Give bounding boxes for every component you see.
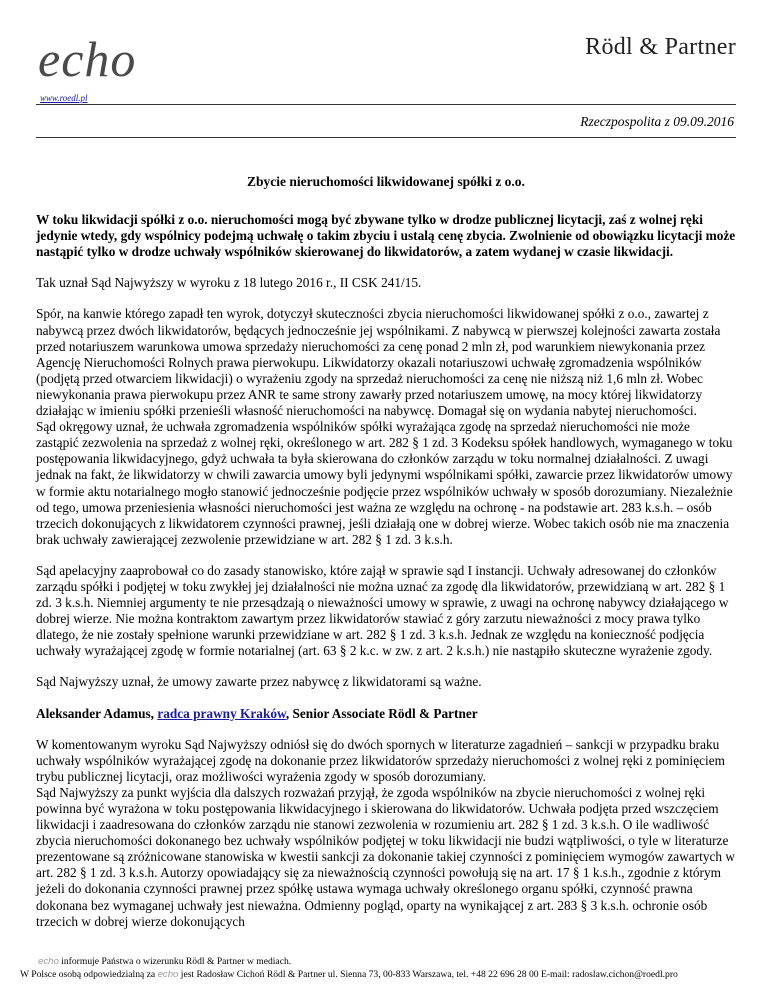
author-name: Aleksander Adamus,: [36, 705, 154, 721]
paragraph-4: Sąd apelacyjny zaaprobował co do zasady stanowisko, które zajął w sprawie sąd I instancji. Uchwały adresowanej do członków zarządu spółki i podjętej w toku zwykłej jej działalności nie można uznać za zgodę dla likwidatorów, przewidzianą w art. 282 § 1 zd. 3 k.s.h. Niemniej argumenty te nie przesądzają o nieważności umowy w sprawie, z uwagi na ochronę nabywcy działającego w dobrej wierze. Nie można kontraktom zawartym przez likwidatorów stawiać z góry zarzutu nieważności z mocy prawa tylko dlatego, że nie zostały spełnione warunki przewidziane w art. 282 § 1 zd. 3 k.s.h. Jednak ze względu na konieczność podjęcia uchwały wyrażającej zgodę w formie notarialnej (art. 63 § 2 k.c. w zw. z art. 2 k.s.h.) nie nastąpiło skuteczne wyrażenie zgody.: [36, 562, 729, 659]
paragraph-1: Tak uznał Sąd Najwyższy w wyroku z 18 lutego 2016 r., II CSK 241/15.: [36, 275, 422, 291]
article-title: Zbycie nieruchomości likwidowanej spółki z o.o.: [247, 174, 525, 189]
brand-name: Rödl & Partner: [585, 34, 736, 60]
footer-contact-text: jest Radosław Cichoń Rödl & Partner ul. Sienna 73, 00-833 Warszawa, tel. +48 22 696 28 00 E-mail: radoslaw.cichon@roedl.pro: [178, 969, 678, 980]
paragraph-7: Sąd Najwyższy za punkt wyjścia dla dalszych rozważań przyjął, że zgoda wspólników na zbycie nieruchomości z wolnej ręki powinna być wyrażona w toku postępowania likwidacyjnego i skierowana do likwidatorów. Uchwała podjęta przed wszczęciem likwidacji i zaadresowana do członków zarządu nie stanowi zezwolenia w rozumieniu art. 282 § 1 zd. 3 k.s.h. O ile wadliwość zbycia nieruchomości dokonanego bez uchwały wspólników podjętej w toku likwidacji nie budzi wątpliwości, o tyle w literaturze prezentowane są zróżnicowane stanowiska w kwestii sankcji za dokonanie takiej czynności z pominięciem wymogów zawartych w art. 282 § 1 zd. 3 k.s.h. Autorzy opowiadający się za nieważnością czynności powołują się na art. 17 § 1 k.s.h., zgodnie z którym jeżeli do dokonania czynności prawnej przez spółkę ustawa wymaga uchwały określonego organu spółki, czynność prawna dokonana bez wymaganej uchwały jest nieważna. Odmienny pogląd, oparty na wynikającej z art. 283 § 3 k.s.h. ochronie osób trzecich w dobrej wierze dokonujących: [36, 784, 735, 929]
roedl-website-link[interactable]: www.roedl.pl: [40, 93, 88, 103]
footer-line-1: [38, 955, 768, 968]
footer-echo-mark-2: echo: [157, 969, 179, 980]
paragraph-6: W komentowanym wyroku Sąd Najwyższy odniósł się do dwóch spornych w literaturze zagadnień – sankcji w przypadku braku uchwały wspólników wyrażającej zgodę na dokonanie przez likwidatorów sprzedaży nieruchomości z wolnej ręki z pominięciem trybu publicznej licytacji, oraz możliwości wyrażenia zgody w sposób dorozumiany.: [36, 736, 725, 784]
paragraph-2: Spór, na kanwie którego zapadł ten wyrok, dotyczył skuteczności zbycia nieruchomości likwidowanej spółki z o.o., zawartej z nabywcą przez dwóch likwidatorów, będących jednocześnie jej wspólnikami. Z nabywcą w pierwszej kolejności zawarta została przed notariuszem warunkowa umowa sprzedaży nieruchomości za cenę ponad 2 mln zł, pod warunkiem niewykonania przez Agencję Nieruchomości Rolnych prawa pierwokupu. Likwidatorzy okazali notariuszowi uchwałę zgromadzenia wspólników (podjętą przed otwarciem likwidacji) o wyrażeniu zgody na sprzedaż nieruchomości za cenę nie niższą niż 1,6 mln zł. Wobec niewykonania prawa pierwokupu przez ANR te same strony zawarły przed notariuszem umowę, na mocy której likwidatorzy działając w imieniu spółki przenieśli własność nieruchomości na nabywcę. Domagał się on wydania nabytej nieruchomości.: [36, 306, 721, 419]
footer-responsible-text: W Polsce osobą odpowiedzialną za: [20, 969, 158, 980]
article-body: [36, 162, 736, 930]
author-line: [36, 706, 736, 722]
author-profile-link[interactable]: radca prawny Kraków: [157, 705, 286, 721]
paragraph-3: Sąd okręgowy uznał, że uchwała zgromadzenia wspólników spółki wyrażająca zgodę na sprzedaż nieruchomości nie może zastąpić zezwolenia na sprzedaż z wolnej ręki, określonego w art. 282 § 1 zd. 3 Kodeksu spółek handlowych, wymaganego w toku postępowania likwidacyjnego, gdyż uchwała ta była skierowana do członków zarządu w toku normalnej działalności. Z uwagi jednak na fakt, że likwidatorzy w chwili zawarcia umowy byli jedynymi wspólnikami spółki, zawarcie przez likwidatorów umowy w formie aktu notarialnego mogło stanowić jednocześnie podjęcie przez wspólników uchwały w sposób dorozumiany. Niezależnie od tego, umowa przeniesienia własności nieruchomości jest ważna ze względu na ochronę - na podstawie art. 283 k.s.h. – osób trzecich dokonujących z likwidatorem czynności prawnej, jeśli działają one w dobrej wierze. Wobec takich osób nie ma znaczenia brak uchwały zawierającej zezwolenie przewidziane w art. 282 § 1 zd. 3 k.s.h.: [36, 419, 733, 547]
author-role: , Senior Associate Rödl & Partner: [285, 705, 478, 721]
source-citation: Rzeczpospolita z 09.09.2016: [580, 114, 734, 129]
footer-line-2: [20, 968, 768, 981]
footer-echo-mark: echo: [38, 956, 59, 967]
header-divider-bottom: [36, 137, 736, 138]
footer-info-text: informuje Państwa o wizerunku Rödl & Partner w mediach.: [58, 956, 292, 967]
echo-logo: echo: [38, 31, 137, 87]
page-footer: [20, 955, 768, 981]
paragraph-5: Sąd Najwyższy uznał, że umowy zawarte przez nabywcę z likwidatorami są ważne.: [36, 674, 482, 690]
header-divider-top: [36, 104, 736, 105]
article-lead: W toku likwidacji spółki z o.o. nieruchomości mogą być zbywane tylko w drodze publicznej licytacji, zaś z wolnej ręki jedynie wtedy, gdy wspólnicy podejmą uchwałę o takim zbyciu i ustalą cenę zbycia. Zwolnienie od obowiązku licytacji może nastąpić tylko w drodze uchwały wspólników skierowanej do likwidatorów, a zatem wydanej w czasie likwidacji.: [36, 212, 736, 260]
